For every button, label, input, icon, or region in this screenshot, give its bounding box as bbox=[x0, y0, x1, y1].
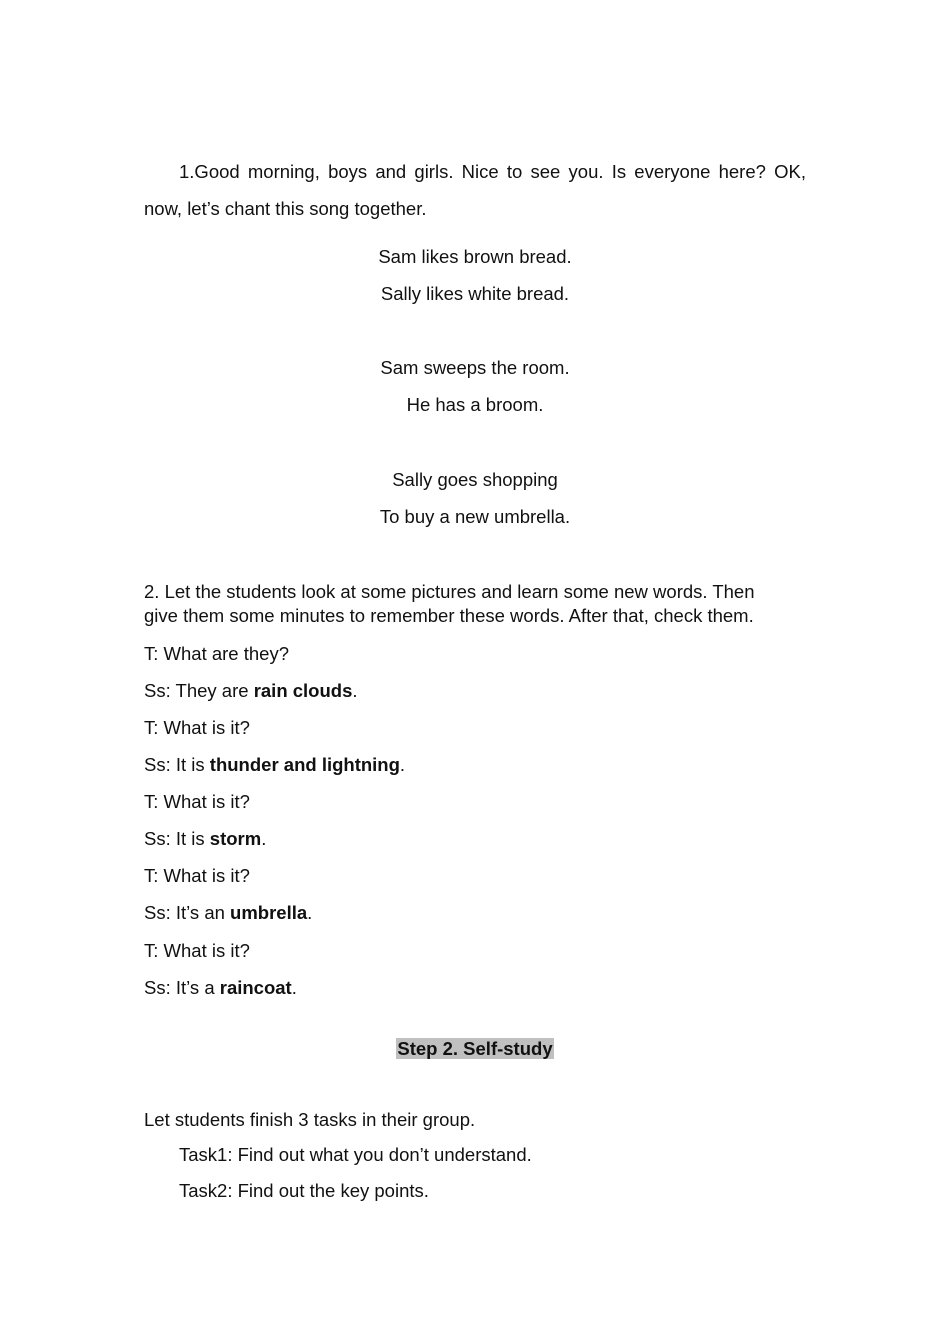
student-answer: Ss: It’s a raincoat. bbox=[144, 977, 297, 998]
intro-line-1: 1.Good morning, boys and girls. Nice to see you. Is everyone here? OK, bbox=[179, 161, 806, 182]
chant-line: To buy a new umbrella. bbox=[379, 506, 571, 527]
chant-line: Sally goes shopping bbox=[392, 469, 558, 490]
chant-line: Sam sweeps the room. bbox=[380, 357, 570, 378]
vocab-word: storm bbox=[209, 828, 262, 849]
task-item: Task1: Find out what you don’t understand. bbox=[179, 1144, 532, 1165]
teacher-question: T: What is it? bbox=[144, 940, 250, 961]
teacher-question: T: What is it? bbox=[144, 791, 250, 812]
vocab-intro-line-2: give them some minutes to remember these words. After that, check them. bbox=[144, 605, 754, 626]
teacher-question: T: What are they? bbox=[144, 643, 289, 664]
vocab-word: rain clouds bbox=[253, 680, 353, 701]
chant-line: He has a broom. bbox=[406, 394, 544, 415]
chant-line: Sally likes white bread. bbox=[380, 283, 570, 304]
intro-line-2: now, let’s chant this song together. bbox=[144, 198, 427, 219]
student-answer: Ss: It is thunder and lightning. bbox=[144, 754, 406, 775]
task-item: Task2: Find out the key points. bbox=[179, 1180, 429, 1201]
section-heading bbox=[144, 1038, 806, 1060]
vocab-word: thunder and lightning bbox=[209, 754, 400, 775]
teacher-question: T: What is it? bbox=[144, 865, 250, 886]
student-answer: Ss: It is storm. bbox=[144, 828, 267, 849]
chant-line: Sam likes brown bread. bbox=[378, 246, 572, 267]
vocab-word: umbrella bbox=[230, 902, 308, 923]
student-answer: Ss: They are rain clouds. bbox=[144, 680, 358, 701]
vocab-word: raincoat bbox=[219, 977, 292, 998]
step2-intro: Let students finish 3 tasks in their group. bbox=[144, 1109, 476, 1130]
student-answer: Ss: It’s an umbrella. bbox=[144, 902, 313, 923]
vocab-intro-line-1: 2. Let the students look at some pictures and learn some new words. Then bbox=[144, 581, 755, 602]
step2-heading: Step 2. Self-study bbox=[397, 1038, 553, 1059]
teacher-question: T: What is it? bbox=[144, 717, 250, 738]
